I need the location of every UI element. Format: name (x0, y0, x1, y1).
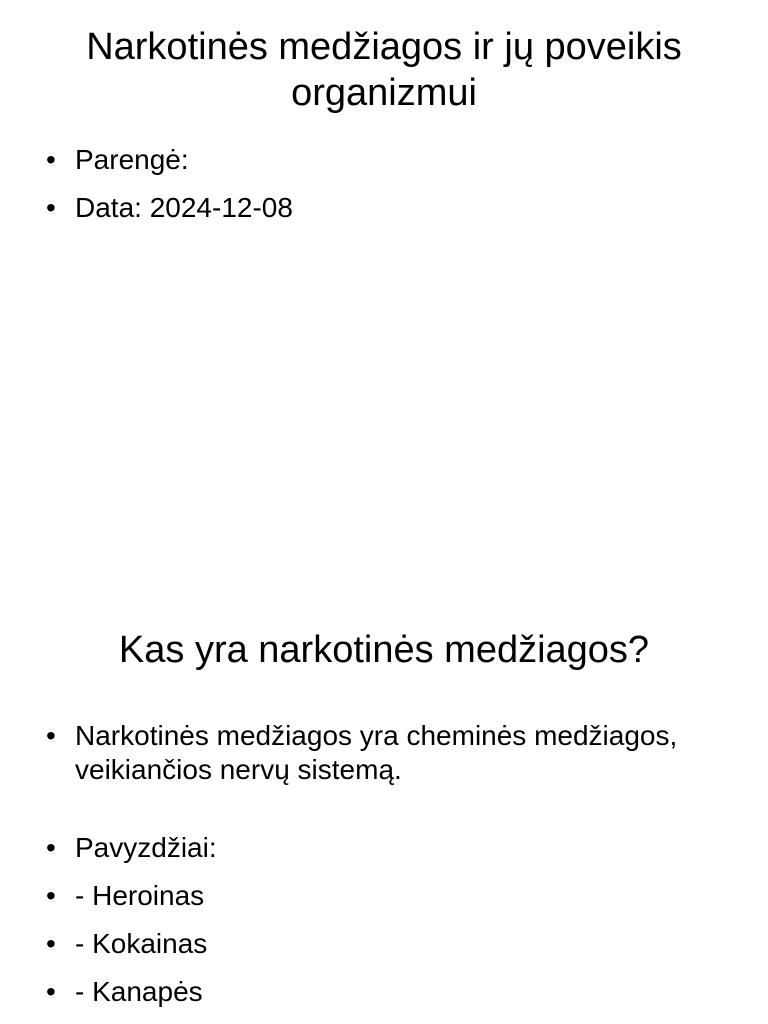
bullet-item-example: • - Kanapės (46, 975, 726, 1009)
bullet-item-example: • - Kokainas (46, 927, 726, 961)
bullet-list (46, 719, 726, 1009)
bullet-list (46, 143, 726, 225)
bullet-item-example: • - Heroinas (46, 879, 726, 913)
bullet-item-date: • Data: 2024-12-08 (46, 191, 726, 225)
slide-2 (0, 576, 768, 1024)
slide-title: Narkotinės medžiagos ir jų poveikis organizmui (86, 26, 682, 114)
bullet-item-author: • Parengė: (46, 143, 726, 177)
bullet-item-examples-heading: • Pavyzdžiai: (46, 831, 726, 865)
slide-title: Kas yra narkotinės medžiagos? (118, 629, 650, 671)
bullet-item-definition: • Narkotinės medžiagos yra cheminės medžiagos, veikiančios nervų sistemą. (46, 719, 726, 787)
